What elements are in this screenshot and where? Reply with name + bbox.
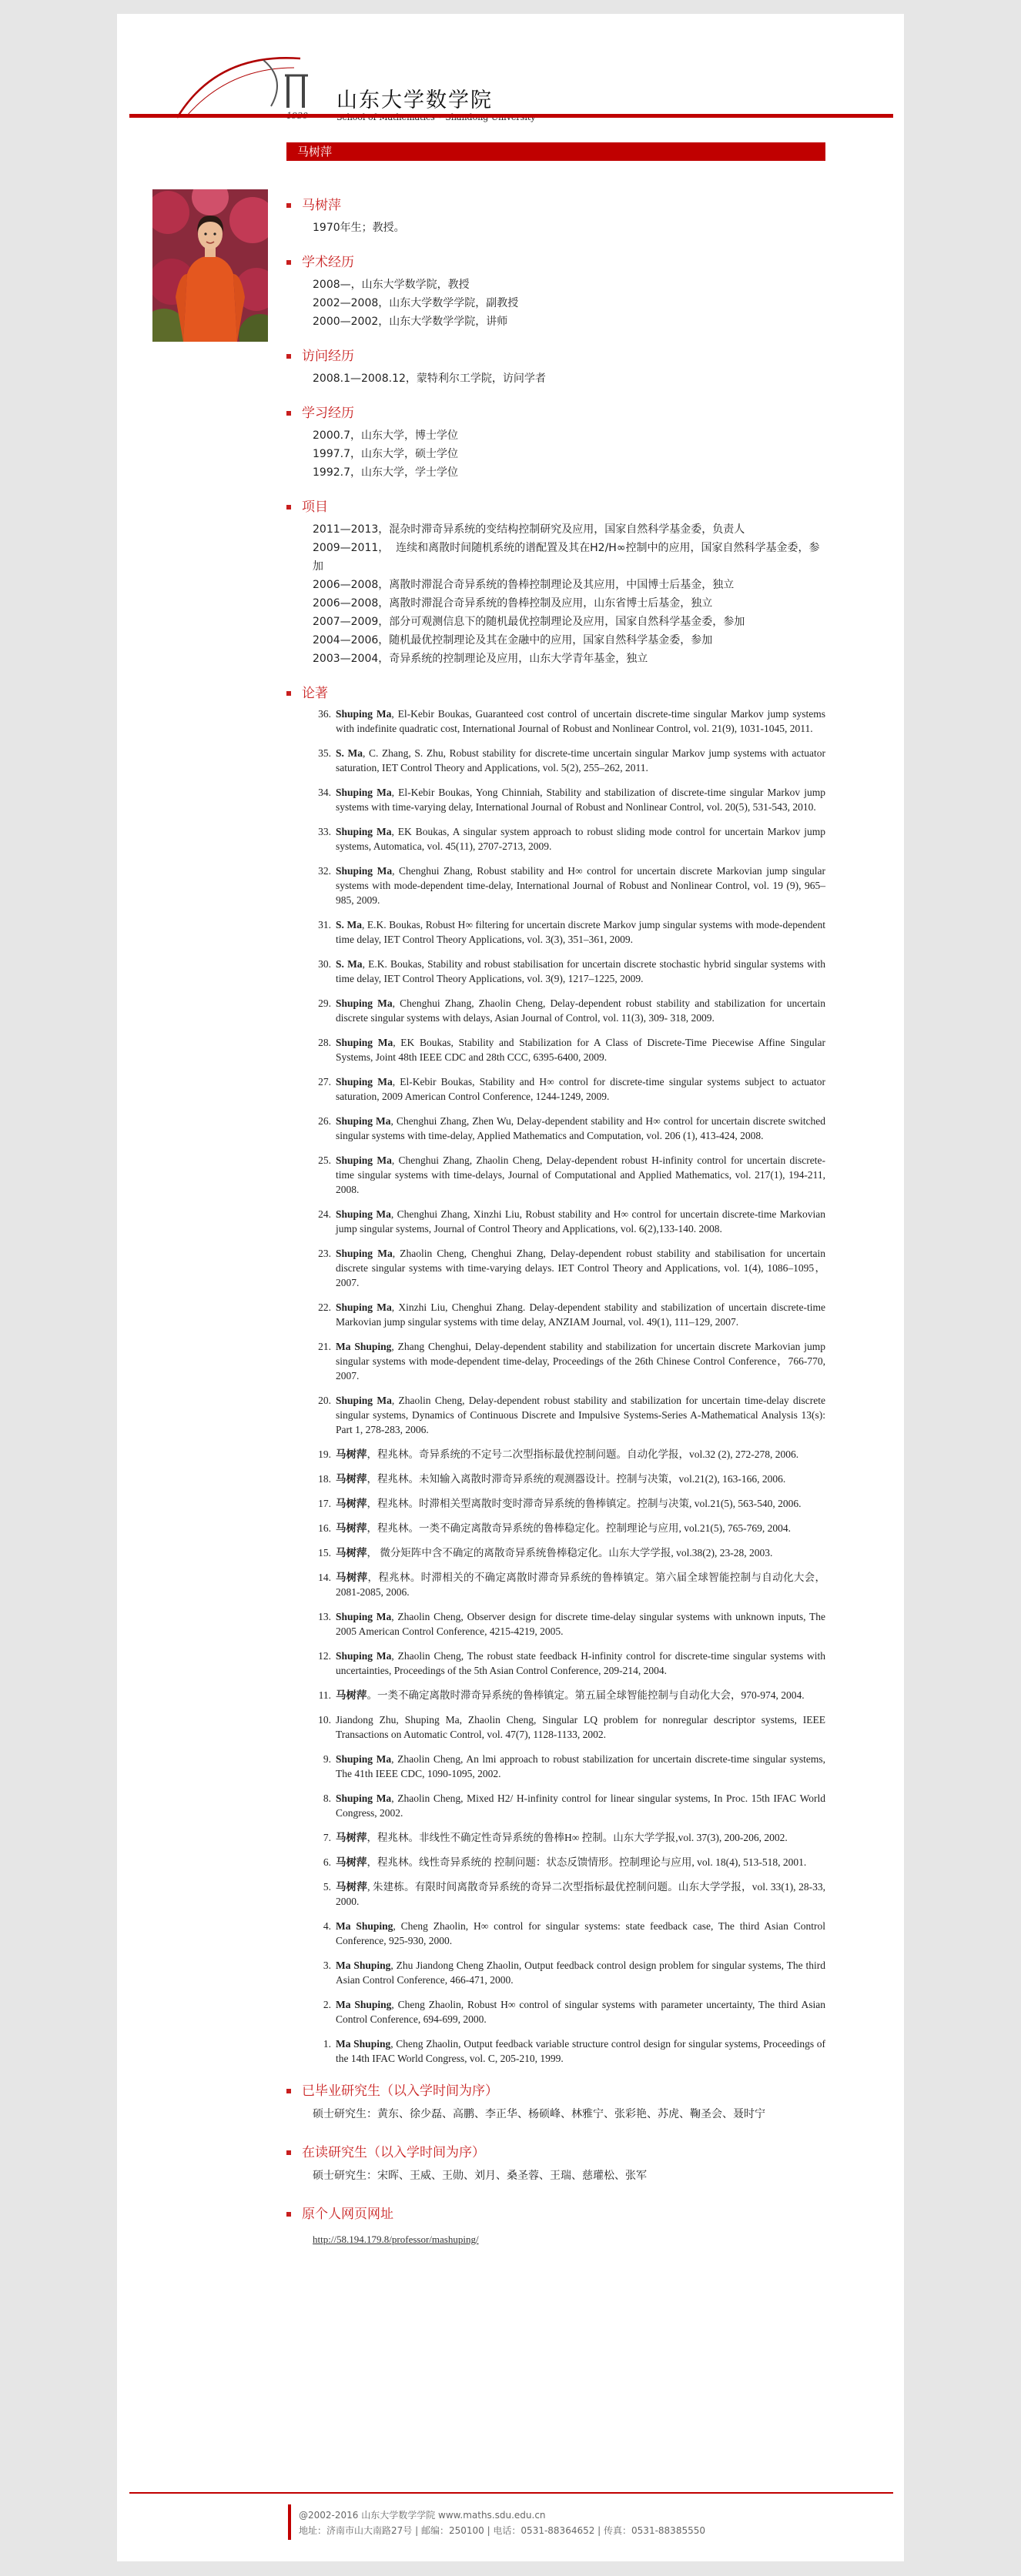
publication-number: 17.	[318, 1498, 331, 1509]
publication-item	[313, 1447, 825, 1462]
publication-number: 12.	[318, 1650, 331, 1662]
publication-number: 6.	[323, 1856, 331, 1868]
publication-number: 29.	[318, 997, 331, 1009]
intro-text: 1970年生；教授。	[313, 222, 405, 234]
footer-copyright: @2002-2016 山东大学数学学院 www.maths.sdu.edu.cn	[299, 2510, 546, 2521]
publication-text: , Chenghui Zhang, Robust stability and H∞ control for uncertain discrete Markovian jump singular systems with mode-dependent time-delay, International Journal of Robust and Nonlinear Control, vol. 19 (9), 965–985, 2009.	[336, 865, 825, 906]
publication-number: 27.	[318, 1076, 331, 1088]
publication-text: , Zhaolin Cheng, An lmi approach to robust stabilization for uncertain discrete-time singular systems, The 41th IEEE CDC, 1090-1095, 2002.	[336, 1753, 825, 1779]
section-academic	[286, 252, 825, 331]
publication-number: 31.	[318, 919, 331, 931]
publication-author: S. Ma	[336, 958, 363, 970]
page-title-bar: 马树萍	[286, 142, 825, 161]
section-profile	[286, 195, 825, 237]
publication-text: ，程兆林。一类不确定离散奇异系统的鲁棒稳定化。控制理论与应用, vol.21(5), 765-769, 2004.	[367, 1522, 791, 1534]
publication-number: 25.	[318, 1154, 331, 1166]
publication-number: 9.	[323, 1753, 331, 1765]
publication-item	[313, 1997, 825, 2026]
publication-number: 23.	[318, 1248, 331, 1259]
publication-text: , EK Boukas, A singular system approach to robust sliding mode control for uncertain Markov jump systems, Automatica, vol. 45(11), 2707-2713, 2009.	[336, 826, 825, 852]
section-title-graduated: 已毕业研究生（以入学时间为序）	[286, 2081, 825, 2101]
publication-number: 18.	[318, 1473, 331, 1485]
publication-text: ，程兆林。未知输入离散时滞奇异系统的观测器设计。控制与决策，vol.21(2), 163-166, 2006.	[367, 1473, 786, 1485]
publication-author: 马树萍	[336, 1881, 368, 1893]
publication-item	[313, 864, 825, 907]
publication-number: 32.	[318, 865, 331, 877]
publication-item	[313, 785, 825, 814]
publication-item	[313, 824, 825, 854]
publication-author: Shuping Ma	[336, 1611, 392, 1622]
publication-author: Shuping Ma	[336, 708, 392, 720]
academic-list	[286, 276, 825, 331]
publication-text: ，程兆林。奇异系统的不定号二次型指标最优控制问题。自动化学报，vol.32 (2), 272-278, 2006.	[367, 1448, 799, 1460]
publication-item	[313, 1609, 825, 1639]
publication-text: ，程兆林。非线性不确定性奇异系统的鲁棒H∞ 控制。山东大学学报,vol. 37(3), 200-206, 2002.	[367, 1832, 788, 1843]
publication-author: Shuping Ma	[336, 787, 392, 798]
publication-author: 马树萍	[336, 1498, 367, 1509]
header-divider	[129, 114, 893, 118]
publication-text: , C. Zhang, S. Zhu, Robust stability for discrete-time uncertain singular Markov jump systems with actuator saturation, IET Control Theory and Applications, vol. 5(2), 255–262, 2011.	[336, 747, 826, 773]
publication-number: 4.	[323, 1920, 331, 1932]
footer-contact: 地址：济南市山大南路27号 | 邮编：250100 | 电话：0531-88364652 | 传真：0531-88385550	[299, 2525, 705, 2536]
publication-text: , El-Kebir Boukas, Guaranteed cost control of uncertain discrete-time singular Markov jump systems with indefinite quadratic cost, International Journal of Robust and Nonlinear Control, vol. 21(9), 1031-1045, 2011.	[336, 708, 825, 734]
section-title-projects: 项目	[286, 497, 825, 517]
publication-number: 19.	[318, 1448, 331, 1460]
publication-text: , Cheng Zhaolin, Robust H∞ control of singular systems with parameter uncertainty, The third Asian Control Conference, 694-699, 2000.	[336, 1999, 825, 2025]
publication-number: 36.	[318, 708, 331, 720]
publication-number: 1.	[323, 2038, 331, 2050]
publication-item	[313, 957, 825, 986]
publication-author: 马树萍	[336, 1522, 367, 1534]
publication-item	[313, 1830, 825, 1845]
publication-item	[313, 707, 825, 736]
publication-author: Ma Shuping	[336, 2038, 391, 2050]
publication-item	[313, 1688, 825, 1702]
publication-text: , E.K. Boukas, Stability and robust stabilisation for uncertain discrete stochastic hybrid singular systems with time delay, IET Control Theory Applications, vol. 3(9), 1217–1225, 2009.	[336, 958, 825, 984]
publication-author: Ma Shuping	[336, 1999, 392, 2010]
publication-author: Shuping Ma	[336, 1301, 392, 1313]
list-item: 2002—2008，山东大学数学学院，副教授	[313, 297, 519, 309]
section-current	[286, 2143, 825, 2186]
study-list	[286, 426, 825, 482]
publication-item	[313, 1649, 825, 1678]
publication-number: 22.	[318, 1301, 331, 1313]
publication-item	[313, 1855, 825, 1869]
section-graduated	[286, 2081, 825, 2124]
publication-number: 26.	[318, 1115, 331, 1127]
publication-text: , Cheng Zhaolin, H∞ control for singular systems: state feedback case, The third Asian Control Conference, 925-930, 2000.	[336, 1920, 825, 1946]
publication-author: 马树萍	[336, 1547, 367, 1559]
publication-number: 34.	[318, 787, 331, 798]
publication-item	[313, 2036, 825, 2066]
logo-chinese-text: 山东大学数学院	[336, 89, 493, 112]
publication-author: Shuping Ma	[336, 1793, 392, 1804]
publication-number: 15.	[318, 1547, 331, 1559]
publication-number: 13.	[318, 1611, 331, 1622]
publication-author: 马树萍	[336, 1832, 367, 1843]
list-item: 2000—2002，山东大学数学学院，讲师	[313, 316, 508, 328]
footer	[299, 2508, 705, 2538]
publication-number: 16.	[318, 1522, 331, 1534]
publication-author: Shuping Ma	[336, 865, 393, 877]
publication-text: , Zhaolin Cheng, Mixed H2/ H-infinity control for linear singular systems, In Proc. 15th IFAC World Congress, 2002.	[336, 1793, 825, 1819]
current-students: 硕士研究生：宋晖、王威、王勋、刘月、桑圣蓉、王瑞、慈瓘松、张军	[313, 2170, 647, 2182]
publication-item	[313, 1339, 825, 1383]
publication-item	[313, 1958, 825, 1987]
list-item: 2011—2013，混杂时滞奇异系统的变结构控制研究及应用，国家自然科学基金委，负责人	[313, 523, 745, 536]
publication-text: , Chenghui Zhang, Zhaolin Cheng, Delay-dependent robust stability and stabilization for uncertain discrete singular systems with delays, Asian Journal of Control, vol. 11(3), 309- 318, 2009.	[336, 997, 825, 1024]
logo-emblem-icon	[171, 45, 333, 122]
publication-text: , Zhu Jiandong Cheng Zhaolin, Output feedback control design problem for singular systems, The third Asian Control Conference, 466-471, 2000.	[336, 1960, 825, 1986]
publication-author: S. Ma	[336, 919, 362, 931]
section-papers	[286, 683, 825, 2066]
publication-item	[313, 1393, 825, 1437]
publication-author: 马树萍	[336, 1473, 367, 1485]
section-homepage	[286, 2204, 825, 2246]
publication-number: 28.	[318, 1037, 331, 1048]
publication-author: Shuping Ma	[336, 1208, 391, 1220]
section-title-current: 在读研究生（以入学时间为序）	[286, 2143, 825, 2163]
publication-item	[313, 917, 825, 947]
publication-number: 7.	[323, 1832, 331, 1843]
publication-text: , Chenghui Zhang, Zhen Wu, Delay-dependent stability and H∞ control for uncertain discrete switched singular systems with time-delay, Applied Mathematics and Computation, vol. 206 (1), 413-424, 2008.	[336, 1115, 825, 1141]
publication-text: ，程兆林。线性奇异系统的 控制问题：状态反馈情形。控制理论与应用, vol. 18(4), 513-518, 2001.	[367, 1856, 807, 1868]
section-title-name: 马树萍	[286, 195, 825, 216]
publication-number: 2.	[323, 1999, 331, 2010]
publication-item	[313, 1570, 825, 1599]
publication-item	[313, 1752, 825, 1781]
publication-text: , Xinzhi Liu, Chenghui Zhang. Delay-dependent stability and stabilization of uncertain discrete-time Markovian jump singular systems with time delay, ANZIAM Journal, vol. 49(1), 111–129, 2007.	[336, 1301, 825, 1328]
publication-item	[313, 1791, 825, 1820]
publication-item	[313, 1521, 825, 1535]
publication-author: Shuping Ma	[336, 997, 393, 1009]
section-visit	[286, 346, 825, 388]
list-item: 2003—2004，奇异系统的控制理论及应用，山东大学青年基金，独立	[313, 653, 648, 665]
publication-text: , Zhang Chenghui, Delay-dependent stability and stabilization for uncertain discrete Markovian jump singular systems with mode-dependent time-delay, Proceedings of the 26th Chinese Control Conference，766-770, 2007.	[336, 1341, 825, 1382]
publication-author: Ma Shuping	[336, 1960, 391, 1971]
publication-text: ，程兆林。时滞相关的不确定离散时滞奇异系统的鲁棒镇定。第六届全球智能控制与自动化大会，2081-2085, 2006.	[336, 1572, 825, 1598]
publication-author: Shuping Ma	[336, 826, 392, 837]
publication-author: Shuping Ma	[336, 1037, 393, 1048]
publication-number: 30.	[318, 958, 331, 970]
footer-accent-bar	[288, 2504, 291, 2540]
list-item: 2009—2011， 连续和离散时间随机系统的谱配置及其在H2/H∞控制中的应用，国家自然科学基金委，参加	[313, 542, 820, 573]
section-title-study: 学习经历	[286, 403, 825, 423]
publication-text: , E.K. Boukas, Robust H∞ filtering for uncertain discrete Markov jump singular systems with mode-dependent time delay, IET Control Theory Applications, vol. 3(3), 351–361, 2009.	[336, 919, 825, 945]
publication-item	[313, 1074, 825, 1104]
publication-number: 35.	[318, 747, 331, 759]
section-study	[286, 403, 825, 482]
publication-number: 11.	[318, 1689, 331, 1701]
list-item: 2000.7，山东大学，博士学位	[313, 429, 458, 442]
publication-item	[313, 1300, 825, 1329]
publication-author: 马树萍	[336, 1448, 367, 1460]
list-item: 2004—2006，随机最优控制理论及其在金融中的应用，国家自然科学基金委，参加	[313, 634, 713, 647]
publication-author: Shuping Ma	[336, 1395, 392, 1406]
profile-photo	[152, 189, 268, 342]
publication-item	[313, 1114, 825, 1143]
section-title-visit: 访问经历	[286, 346, 825, 366]
publication-author: Shuping Ma	[336, 1248, 393, 1259]
publication-author: Shuping Ma	[336, 1650, 392, 1662]
publication-author: 马树萍	[336, 1572, 368, 1583]
publication-text: , El-Kebir Boukas, Yong Chinniah, Stability and stabilization of discrete-time singular Markov jump systems with time-varying delay, International Journal of Robust and Nonlinear Control, vol. 20(5), 531-543, 2010.	[336, 787, 825, 813]
publication-number: 3.	[323, 1960, 331, 1971]
publication-list	[286, 707, 825, 2066]
publication-item	[313, 1712, 825, 1742]
publication-item	[313, 1496, 825, 1511]
publication-number: 8.	[323, 1793, 331, 1804]
publication-text: , EK Boukas, Stability and Stabilization for A Class of Discrete-Time Piecewise Affine Singular Systems, Joint 48th IEEE CDC and 28th CCC, 6395-6400, 2009.	[336, 1037, 825, 1063]
publication-number: 21.	[318, 1341, 331, 1352]
section-projects	[286, 497, 825, 668]
list-item: 2008.1—2008.12，蒙特利尔工学院，访问学者	[313, 373, 546, 385]
publication-text: , Cheng Zhaolin, Output feedback variable structure control design for singular systems, Proceedings of the 14th IFAC World Congress, vol. C, 205-210, 1999.	[336, 2038, 825, 2064]
list-item: 1997.7，山东大学，硕士学位	[313, 448, 458, 460]
publication-text: Jiandong Zhu, Shuping Ma, Zhaolin Cheng, Singular LQ problem for nonregular descriptor systems, IEEE Transactions on Automatic Control, vol. 47(7), 1128-1133, 2002.	[336, 1714, 825, 1740]
graduated-students: 硕士研究生：黄东、徐少磊、高鹏、李正华、杨硕峰、林雅宁、张彩艳、苏虎、鞠圣会、聂时宁	[313, 2108, 765, 2120]
publication-author: Shuping Ma	[336, 1154, 392, 1166]
homepage-link[interactable]: http://58.194.179.8/professor/mashuping/	[313, 2234, 479, 2245]
page-container	[117, 14, 904, 2561]
publication-text: , Chenghui Zhang, Zhaolin Cheng, Delay-dependent robust H-infinity control for uncertain discrete-time singular systems with time-delays, Journal of Computational and Applied Mathematics, vol. 217(1), 194-211, 2008.	[336, 1154, 825, 1195]
section-title-homepage: 原个人网页网址	[286, 2204, 825, 2224]
publication-author: 马树萍	[336, 1856, 367, 1868]
publication-number: 10.	[318, 1714, 331, 1726]
publication-item	[313, 1545, 825, 1560]
school-logo[interactable]	[171, 45, 494, 122]
publication-text: , Chenghui Zhang, Xinzhi Liu, Robust stability and H∞ control for uncertain discrete-time Markovian jump singular systems, Journal of Control Theory and Applications, vol. 6(2),133-140. 2008.	[336, 1208, 825, 1235]
publication-item	[313, 1919, 825, 1948]
publication-item	[313, 1207, 825, 1236]
publication-number: 33.	[318, 826, 331, 837]
publication-number: 5.	[323, 1881, 331, 1893]
publication-author: Shuping Ma	[336, 1115, 391, 1127]
publication-text: ， 微分矩阵中含不确定的离散奇异系统鲁棒稳定化。山东大学学报, vol.38(2), 23-28, 2003.	[367, 1547, 773, 1559]
footer-divider	[129, 2492, 893, 2494]
publication-text: , El-Kebir Boukas, Stability and H∞ control for discrete-time singular systems subject to actuator saturation, 2009 American Control Conference, 1244-1249, 2009.	[336, 1076, 825, 1102]
list-item: 2006—2008，离散时滞混合奇异系统的鲁棒控制理论及其应用，中国博士后基金，独立	[313, 579, 735, 591]
publication-text: , Zhaolin Cheng, Delay-dependent robust stability and stabilization for uncertain time-delay discrete singular systems, Dynamics of Continuous Discrete and Impulsive Systems-Series A-Mathematical Analysis 13(s): Part 1, 278-283, 2006.	[336, 1395, 825, 1435]
publication-item	[313, 1035, 825, 1064]
projects-list	[286, 520, 825, 668]
publication-author: Ma Shuping	[336, 1341, 392, 1352]
visit-list	[286, 369, 825, 388]
publication-text: , Zhaolin Cheng, The robust state feedback H-infinity control for discrete-time singular systems with uncertainties, Proceedings of the 5th Asian Control Conference, 209-214, 2004.	[336, 1650, 825, 1676]
publication-item	[313, 996, 825, 1025]
publication-text: , Zhaolin Cheng, Observer design for discrete time-delay singular systems with unknown inputs, The 2005 American Control Conference, 4215-4219, 2005.	[336, 1611, 825, 1637]
publication-text: , 朱建栋。有限时间离散奇异系统的奇异二次型指标最优控制问题。山东大学学报，vol. 33(1), 28-33, 2000.	[336, 1881, 825, 1907]
list-item: 2008—，山东大学数学院，教授	[313, 279, 470, 291]
publication-author: S. Ma	[336, 747, 363, 759]
publication-text: , Zhaolin Cheng, Chenghui Zhang, Delay-dependent robust stability and stabilisation for uncertain discrete singular systems with time-varying delays. IET Control Theory and Applications, vol. 1(4), 1086–1095，2007.	[336, 1248, 825, 1288]
section-title-academic: 学术经历	[286, 252, 825, 272]
publication-text: 。一类不确定离散时滞奇异系统的鲁棒镇定。第五届全球智能控制与自动化大会，970-974, 2004.	[367, 1689, 805, 1701]
publication-text: ，程兆林。时滞相关型离散时变时滞奇异系统的鲁棒镇定。控制与决策, vol.21(5), 563-540, 2006.	[367, 1498, 802, 1509]
publication-number: 24.	[318, 1208, 331, 1220]
list-item: 2006—2008，离散时滞混合奇异系统的鲁棒控制及应用，山东省博士后基金，独立	[313, 597, 713, 610]
profile-intro	[286, 219, 825, 237]
publication-item	[313, 746, 825, 775]
profile-content	[286, 195, 825, 2246]
publication-item	[313, 1472, 825, 1486]
publication-author: Shuping Ma	[336, 1076, 393, 1088]
publication-item	[313, 1879, 825, 1909]
publication-author: 马树萍	[336, 1689, 367, 1701]
list-item: 1992.7，山东大学，学士学位	[313, 466, 458, 479]
publication-author: Shuping Ma	[336, 1753, 392, 1765]
publication-item	[313, 1153, 825, 1197]
list-item: 2007—2009，部分可观测信息下的随机最优控制理论及应用，国家自然科学基金委，参加	[313, 616, 745, 628]
publication-number: 20.	[318, 1395, 331, 1406]
section-title-papers: 论著	[286, 683, 825, 703]
publication-number: 14.	[318, 1572, 331, 1583]
publication-item	[313, 1246, 825, 1290]
publication-author: Ma Shuping	[336, 1920, 393, 1932]
